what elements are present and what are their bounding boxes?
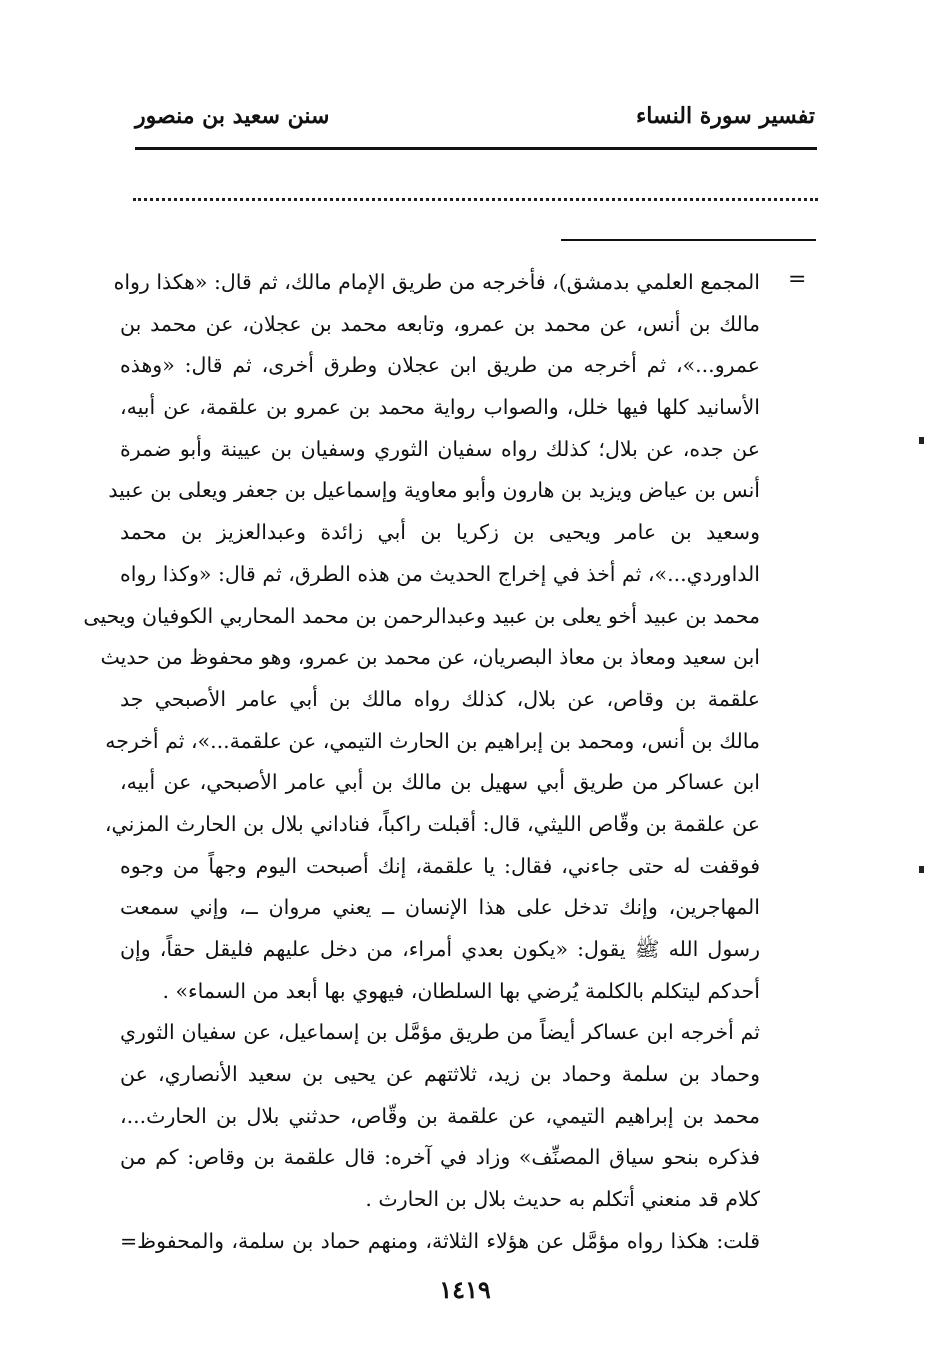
text-line: فذكره بنحو سياق المصنِّف» وزاد في آخره: قال علقمة بن وقاص: كم من <box>120 1145 760 1170</box>
text-line: كلام قد منعني أتكلم به حديث بلال بن الحارث . <box>365 1187 760 1212</box>
text-line: علقمة بن وقاص، عن بلال، كذلك رواه مالك بن أبي عامر الأصبحي جد <box>120 686 760 711</box>
text-line: الداوردي...»، ثم أخذ في إخراج الحديث من هذه الطرق، ثم قال: «وكذا رواه <box>120 561 760 586</box>
text-line: عمرو...»، ثم أخرجه من طريق ابن عجلان وطرق أخرى، ثم قال: «وهذه <box>120 353 760 378</box>
text-line: وحماد بن سلمة وحماد بن زيد، ثلاثتهم عن يحيى بن سعيد الأنصاري، عن <box>120 1062 760 1087</box>
text-line: ابن عساكر من طريق أبي سهيل بن مالك بن أبي عامر الأصبحي، عن أبيه، <box>120 770 760 795</box>
text-line: الأسانيد كلها فيها خلل، والصواب رواية محمد بن عمرو بن علقمة، عن أبيه، <box>120 395 760 420</box>
text-line: قلت: هكذا رواه مؤمَّل عن هؤلاء الثلاثة، ومنهم حماد بن سلمة، والمحفوظ= <box>120 1228 760 1253</box>
text-line: مالك بن أنس، عن محمد بن عمرو، وتابعه محمد بن عجلان، عن محمد بن <box>120 311 760 336</box>
text-line: محمد بن إبراهيم التيمي، عن علقمة بن وقّاص، حدثني بلال بن الحارث...، <box>120 1103 760 1128</box>
text-line: ابن سعيد ومعاذ بن معاذ البصريان، عن محمد بن عمرو، وهو محفوظ من حديث <box>100 645 760 670</box>
footnote-rule <box>561 239 816 241</box>
scan-edge-mark <box>919 866 924 873</box>
text-line: محمد بن عبيد أخو يعلى بن عبيد وعبدالرحمن بن محمد المحاربي الكوفيان ويحيى <box>83 603 760 628</box>
header-chapter-title: تفسير سورة النساء <box>635 103 815 129</box>
text-line: المهاجرين، وإنك تدخل على هذا الإنسان ــ يعني مروان ــ، وإني سمعت <box>120 895 760 920</box>
text-line: رسول الله ﷺ يقول: «يكون بعدي أمراء، من دخل عليهم فليقل حقاً، وإن <box>120 937 760 961</box>
header-rule <box>135 147 817 150</box>
text-line: فوقفت له حتى جاءني، فقال: يا علقمة، إنك أصبحت اليوم وجهاً من وجوه <box>120 853 760 878</box>
text-line: أحدكم ليتكلم بالكلمة يُرضي بها السلطان، فيهوي بها أبعد من السماء» . <box>162 978 760 1003</box>
text-line: ثم أخرجه ابن عساكر أيضاً من طريق مؤمَّل بن إسماعيل، عن سفيان الثوري <box>120 1020 760 1045</box>
footnote-text <box>83 262 760 1263</box>
scan-edge-mark <box>919 437 924 444</box>
dotted-separator <box>133 198 818 201</box>
header-book-title: سنن سعيد بن منصور <box>135 103 330 129</box>
running-header <box>135 96 815 136</box>
text-line: وسعيد بن عامر ويحيى بن زكريا بن أبي زائدة وعبدالعزيز بن محمد <box>120 520 760 545</box>
text-line: أنس بن عياض ويزيد بن هارون وأبو معاوية وإسماعيل بن جعفر ويعلى بن عبيد <box>108 478 760 503</box>
text-line: مالك بن أنس، ومحمد بن إبراهيم بن الحارث التيمي، عن علقمة...»، ثم أخرجه <box>105 728 760 753</box>
footnote-continuation-mark: = <box>788 267 807 292</box>
text-line: عن علقمة بن وقّاص الليثي، قال: أقبلت راكباً، فناداني بلال بن الحارث المزني، <box>104 811 760 836</box>
text-line: عن جده، عن بلال؛ كذلك رواه سفيان الثوري وسفيان بن عيينة وأبو ضمرة <box>120 436 760 461</box>
page-number: ١٤١٩ <box>439 1275 491 1304</box>
text-line: المجمع العلمي بدمشق)، فأخرجه من طريق الإمام مالك، ثم قال: «هكذا رواه <box>113 270 760 294</box>
